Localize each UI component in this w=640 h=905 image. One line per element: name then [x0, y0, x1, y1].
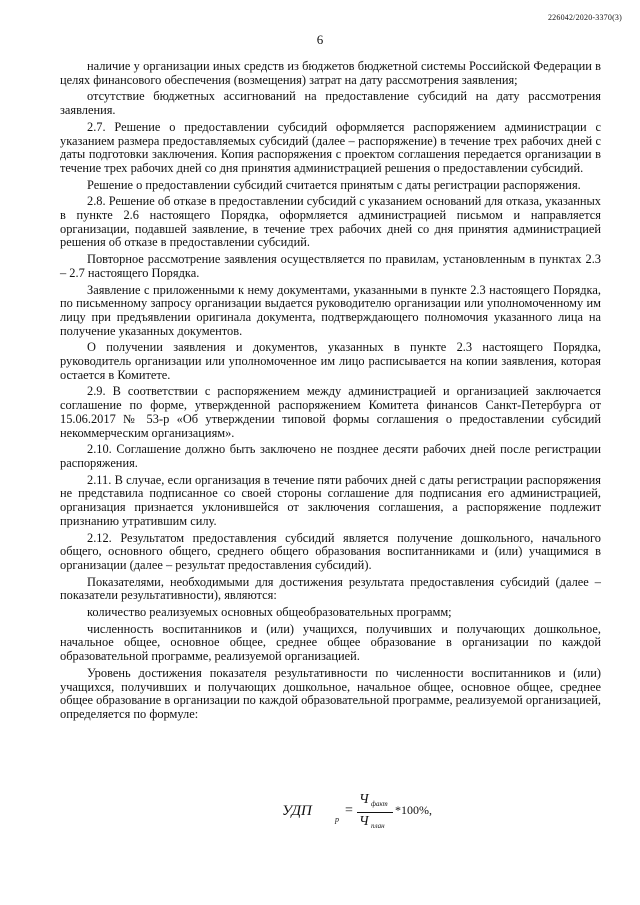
- paragraph: количество реализуемых основных общеобразовательных программ;: [87, 605, 452, 620]
- paragraph: наличие у организации иных средств из бюджетов бюджетной системы Российской Федерации в целях финансового обеспечения (возмещения) затрат на дату рассмотрения заявления;: [60, 59, 601, 87]
- paragraph: 2.12. Результатом предоставления субсидий является получение дошкольного, начального общего, основного общего, среднего общего образования воспитанниками и (или) учащимися в организации (далее – результат предоставления субсидий).: [60, 530, 601, 572]
- paragraph: Уровень достижения показателя результативности по численности воспитанников и (или) учащихся, получивших и получающих дошкольное, начальное общее, основное общее, среднее общее образование в организации по каждой образовательной программе, реализуемой организацией, определяется по формуле:: [60, 665, 601, 721]
- paragraph: 2.7. Решение о предоставлении субсидий оформляется распоряжением администрации с указанием размера предоставляемых субсидий (далее – распоряжение) в течение трех рабочих дней с даты подготовки заключения. Копия распоряжения с проектом соглашения передается организации в течение трех рабочих дней со дня принятия администрацией решения о предоставлении субсидий.: [60, 119, 601, 175]
- formula-denominator: Ч: [359, 814, 369, 829]
- paragraph: Решение о предоставлении субсидий считается принятым с даты регистрации распоряжения.: [87, 177, 581, 192]
- formula-numerator-subscript: факт: [371, 800, 388, 808]
- paragraph: 2.10. Соглашение должно быть заключено не позднее десяти рабочих дней после регистрации распоряжения.: [60, 442, 601, 470]
- paragraph: отсутствие бюджетных ассигнований на предоставление субсидий на дату рассмотрения заявления.: [60, 89, 601, 118]
- paragraph: Повторное рассмотрение заявления осуществляется по правилам, установленным в пунктах 2.3 – 2.7 настоящего Порядка.: [60, 252, 601, 280]
- formula-multiplier: *100%,: [395, 803, 432, 817]
- formula-lhs-subscript: р: [335, 815, 339, 824]
- formula-numerator: Ч: [359, 792, 369, 807]
- formula-equals-sign: =: [345, 803, 353, 818]
- paragraph: 2.9. В соответствии с распоряжением между администрацией и организацией заключается соглашение по форме, утвержденной распоряжением Комитета финансов Санкт-Петербурга от 15.06.2017 № 53-р «Об утверждении типовой формы соглашения о предоставлении субсидий некоммерческим организациям».: [60, 384, 601, 440]
- paragraph: 2.8. Решение об отказе в предоставлении субсидий с указанием оснований для отказа, указанных в пункте 2.6 настоящего Порядка, оформляется администрацией письмом и направляется организации, подавшей заявление, в течение трех рабочих дней со дня принятия администрацией решения об отказе в предоставлении субсидий.: [60, 194, 601, 250]
- paragraph: численность воспитанников и (или) учащихся, получивших и получающих дошкольное, начальное общее, основное общее, среднее общее образование в организации по каждой образовательной программе, реализуемой организацией.: [60, 621, 601, 664]
- page-number: 6: [316, 32, 324, 47]
- paragraph: Заявление с приложенными к нему документами, указанными в пункте 2.3 настоящего Порядка, по письменному запросу организации выдается руководителю организации или уполномоченному им лицу при предъявлении оригинала документа, подтверждающего полномочия указанного лица на получение указанных документов.: [60, 282, 601, 338]
- formula-lhs: УДП: [282, 803, 312, 819]
- formula-denominator-subscript: план: [371, 822, 385, 830]
- document-registration-number: 226042/2020-3370(3): [547, 13, 622, 22]
- formula-fraction-bar: [357, 812, 393, 813]
- paragraph: О получении заявления и документов, указанных в пункте 2.3 настоящего Порядка, руководитель организации или уполномоченное им лицо расписывается на копии заявления, которая остается в Комитете.: [60, 340, 601, 382]
- result-level-formula: [282, 790, 432, 834]
- paragraph: 2.11. В случае, если организация в течение пяти рабочих дней с даты регистрации распоряжения не представила подписанное со своей стороны соглашение для подписания его администрацией, организация признается уклонившейся от заключения соглашения, а распоряжение подлежит признанию утратившим силу.: [60, 472, 601, 528]
- document-body: [60, 60, 601, 722]
- paragraph: Показателями, необходимыми для достижения результата предоставления субсидий (далее – показатели результативности), являются:: [60, 574, 601, 603]
